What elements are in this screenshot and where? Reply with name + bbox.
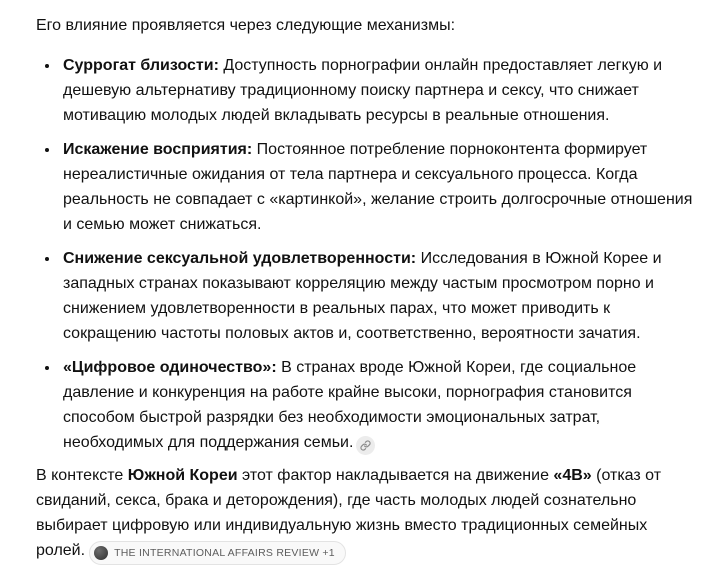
list-item-label: Снижение сексуальной удовлетворенности: bbox=[63, 250, 417, 267]
list-item-perception-distortion bbox=[60, 137, 698, 237]
closing-text: (отказ от свиданий, секса, брака и деторождения), где часть молодых людей сознательно выбирает цифровую или индивидуальную жизнь вместо традиционных семейных ролей. bbox=[36, 467, 662, 559]
list-item-text: Доступность порнографии онлайн предоставляет легкую и дешевую альтернативу традиционному поиску партнера и сексу, что снижает мотивацию молодых людей вкладывать ресурсы в реальные отношения. bbox=[63, 57, 663, 124]
closing-paragraph bbox=[36, 463, 698, 565]
list-item-text: Исследования в Южной Корее и западных странах показывают корреляцию между частым просмотром порно и снижением удовлетворенности в реальных парах, что может приводить к сокращению частоты половых актов и, соответственно, вероятности зачатия. bbox=[63, 250, 662, 342]
intro-paragraph: Его влияние проявляется через следующие механизмы: bbox=[36, 17, 456, 34]
closing-text: В контексте bbox=[36, 467, 128, 484]
closing-bold-south-korea: Южной Кореи bbox=[127, 467, 238, 484]
circle-favicon-icon bbox=[94, 546, 108, 560]
closing-bold-4b: «4B» bbox=[553, 467, 592, 484]
citation-link-button[interactable] bbox=[356, 436, 375, 455]
list-item-label: «Цифровое одиночество»: bbox=[63, 359, 277, 376]
mechanisms-list bbox=[36, 53, 698, 455]
list-item-digital-loneliness bbox=[60, 355, 698, 455]
citation-source-label: THE INTERNATIONAL AFFAIRS REVIEW +1 bbox=[114, 546, 335, 559]
list-item-label: Суррогат близости: bbox=[63, 57, 219, 74]
list-item-text: Постоянное потребление порноконтента формирует нереалистичные ожидания от тела партнера и сексуального процесса. Когда реальность не совпадает с «картинкой», желание строить долгосрочные отношения и семью может снижаться. bbox=[63, 141, 693, 233]
source-citation-pill[interactable] bbox=[89, 541, 346, 565]
closing-text: этот фактор накладывается на движение bbox=[237, 467, 554, 484]
link-icon bbox=[360, 440, 371, 451]
list-item-surrogate-intimacy bbox=[60, 53, 698, 128]
list-item-sexual-satisfaction bbox=[60, 246, 698, 346]
list-item-label: Искажение восприятия: bbox=[63, 141, 253, 158]
list-item-text: В странах вроде Южной Кореи, где социальное давление и конкуренция на работе крайне высоки, порнография становится способом быстрой разрядки без необходимости эмоциональных затрат, необходимых для поддержания семьи. bbox=[63, 359, 637, 451]
